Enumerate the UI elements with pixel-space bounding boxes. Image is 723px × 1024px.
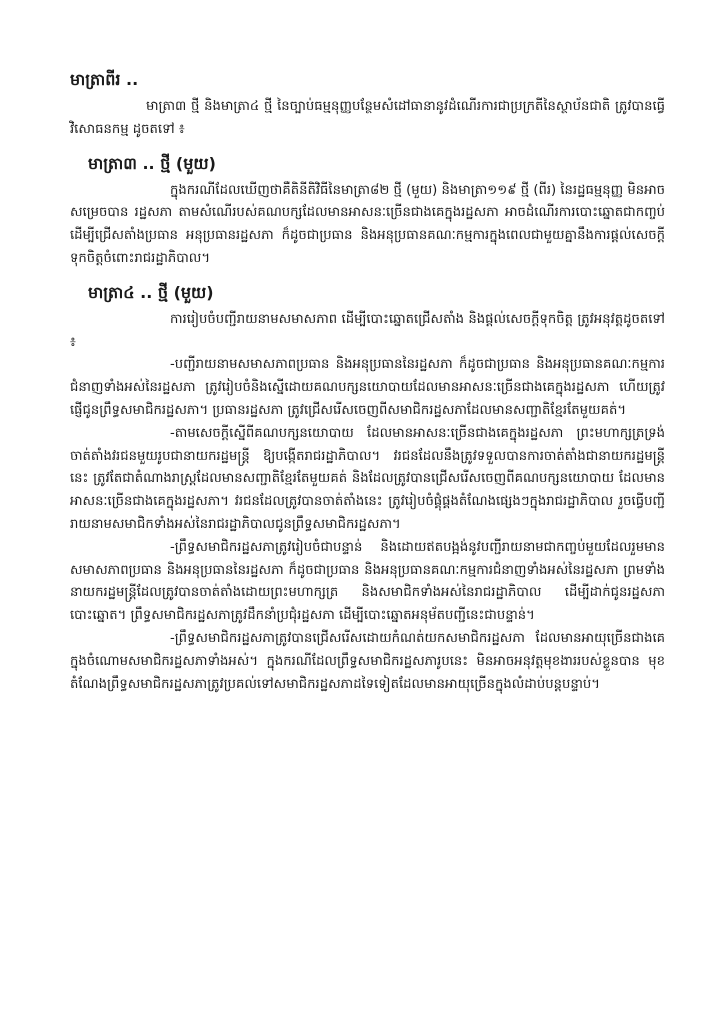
heading-article-3: មាត្រា៣ .. ថ្មី (មួយ) — [88, 153, 216, 173]
intro-paragraph: មាត្រា៣ ថ្មី និងមាត្រា៤ ថ្មី នៃច្បាប់ធម្មនុញ្ញបន្ថែមសំដៅធានានូវដំណើរការជាប្រក្រតីនៃស្ថាប័នជាតិ ត្រូវបានធ្វើវិសោធនកម្ម ដូចតទៅ ៖ — [70, 99, 665, 137]
heading-article-two: មាត្រាពីរ .. — [70, 70, 139, 89]
article-4-item-4: -ព្រឹទ្ធសមាជិករដ្ឋសភាត្រូវបានជ្រើសរើសដោយកំណត់យកសមាជិករដ្ឋសភា ដែលមានអាយុច្រើនជាងគេ ក្នុងចំណោមសមាជិករដ្ឋសភាទាំងអស់។ ក្នុងករណីដែលព្រឹទ្ធសមាជិករដ្ឋសភារូបនេះ មិនអាចអនុវត្តមុខងាររបស់ខ្លួនបាន មុខតំណែងព្រឹទ្ធសមាជិករដ្ឋសភាត្រូវប្រគល់ទៅសមាជិករដ្ឋសភាដទៃទៀតដែលមានអាយុច្រើនក្នុងលំដាប់បន្តបន្ទាប់។ — [70, 630, 665, 692]
heading-article-4: មាត្រា៤ .. ថ្មី (មួយ) — [88, 282, 214, 302]
article-4-item-2: -តាមសេចក្តីស្នើពីគណបក្សនយោបាយ ដែលមានអាសនៈច្រើនជាងគេក្នុងរដ្ឋសភា ព្រះមហាក្សត្រទ្រង់ចាត់តាំងវរជនមួយរូបជានាយករដ្ឋមន្ត្រី ឱ្យបង្កើតរាជរដ្ឋាភិបាល។ វរជនដែលនឹងត្រូវទទួលបានការចាត់តាំងជានាយករដ្ឋមន្ត្រីនេះ ត្រូវតែជាតំណាងរាស្ត្រដែលមានសញ្ជាតិខ្មែរតែមួយគត់ និងដែលត្រូវបានជ្រើសរើសចេញពីគណបក្សនយោបាយ ដែលមានអាសនៈច្រើនជាងគេក្នុងរដ្ឋសភា។ វរជនដែលត្រូវបានចាត់តាំងនេះ ត្រូវរៀបចំផ្គុំផ្គងតំណែងផ្សេងៗក្នុងរាជរដ្ឋាភិបាល រួចធ្វើបញ្ជីរាយនាមសមាជិកទាំងអស់នៃរាជរដ្ឋាភិបាលជូនព្រឹទ្ធសមាជិករដ្ឋសភា។ — [70, 425, 665, 532]
article-4-intro: ការរៀបចំបញ្ជីរាយនាមសមាសភាព ដើម្បីបោះឆ្នោតជ្រើសតាំង និងផ្តល់សេចក្តីទុកចិត្ត ត្រូវអនុវត្តដូចតទៅ ៖ — [70, 311, 665, 350]
article-4-item-1: -បញ្ជីរាយនាមសមាសភាពប្រធាន និងអនុប្រធាននៃរដ្ឋសភា ក៏ដូចជាប្រធាន និងអនុប្រធានគណៈកម្មការជំនាញទាំងអស់នៃរដ្ឋសភា ត្រូវរៀបចំនិងស្នើដោយគណបក្សនយោបាយដែលមានអាសនៈច្រើនជាងគេក្នុងរដ្ឋសភា ហើយត្រូវផ្ញើជូនព្រឹទ្ធសមាជិករដ្ឋសភា។ ប្រធានរដ្ឋសភា ត្រូវជ្រើសរើសចេញពីសមាជិករដ្ឋសភាដែលមានសញ្ជាតិខ្មែរតែមួយគត់។ — [70, 357, 665, 418]
article-4-item-3: -ព្រឹទ្ធសមាជិករដ្ឋសភាត្រូវរៀបចំជាបន្ទាន់ និងដោយឥតបង្អង់នូវបញ្ជីរាយនាមជាកញ្ចប់មួយដែលរួមមានសមាសភាពប្រធាន និងអនុប្រធាននៃរដ្ឋសភា ក៏ដូចជាប្រធាន និងអនុប្រធានគណៈកម្មការជំនាញទាំងអស់នៃរដ្ឋសភា ព្រមទាំងនាយករដ្ឋមន្ត្រីដែលត្រូវបានចាត់តាំងដោយព្រះមហាក្សត្រ និងសមាជិកទាំងអស់នៃរាជរដ្ឋាភិបាល ដើម្បីដាក់ជូនរដ្ឋសភាបោះឆ្នោត។ ព្រឹទ្ធសមាជិករដ្ឋសភាត្រូវដឹកនាំប្រជុំរដ្ឋសភា ដើម្បីបោះឆ្នោតអនុម័តបញ្ជីនេះជាបន្ទាន់។ — [70, 539, 665, 624]
article-3-paragraph: ក្នុងករណីដែលឃើញថាគឺតិនីតិវិធីនៃមាត្រា៨២ ថ្មី (មួយ) និងមាត្រា១១៩ ថ្មី (ពីរ) នៃរដ្ឋធម្មនុញ្ញ មិនអាចសម្រេចបាន រដ្ឋសភា តាមសំណើរបស់គណបក្សដែលមានអាសនៈច្រើនជាងគេក្នុងរដ្ឋសភា អាចដំណើរការបោះឆ្នោតជាកញ្ចប់ ដើម្បីជ្រើសតាំងប្រធាន អនុប្រធានរដ្ឋសភា ក៏ដូចជាប្រធាន និងអនុប្រធានគណៈកម្មការក្នុងពេលជាមួយគ្នានឹងការផ្តល់សេចក្តីទុកចិត្តចំពោះរាជរដ្ឋាភិបាល។ — [70, 182, 666, 266]
